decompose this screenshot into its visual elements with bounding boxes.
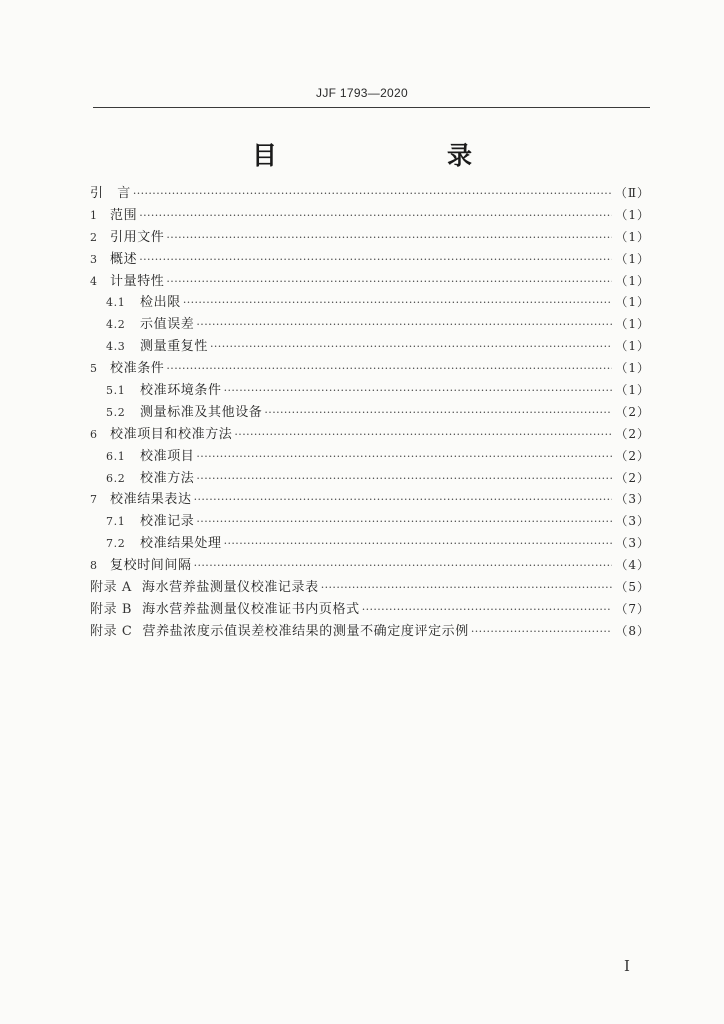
dot-leader [166, 271, 612, 293]
toc-entry-page: （3） [615, 536, 650, 551]
toc-entry-label: 校准结果处理 [140, 536, 222, 552]
dot-leader [224, 380, 613, 402]
dot-leader [139, 249, 612, 271]
dot-leader [166, 358, 612, 380]
toc-entry-page: （1） [615, 317, 650, 332]
toc-entry-heading [90, 205, 137, 227]
toc-entry-label: 校准方法 [140, 470, 195, 486]
toc-entry-page: （1） [615, 251, 650, 266]
toc-entry[interactable] [90, 533, 650, 555]
toc-entry-page: （1） [615, 295, 650, 310]
table-of-contents [90, 183, 650, 643]
dot-leader [194, 489, 613, 511]
toc-entry-page: （2） [615, 470, 650, 485]
toc-entry[interactable] [90, 205, 650, 227]
toc-entry-heading [106, 468, 194, 490]
toc-entry-label: 校准结果表达 [110, 492, 192, 508]
toc-entry-page: （4） [615, 558, 650, 573]
toc-entry-heading [106, 336, 208, 358]
dot-leader [196, 314, 612, 336]
standard-code-header: JJF 1793—2020 [316, 86, 408, 100]
dot-leader [166, 227, 612, 249]
dot-leader [321, 577, 613, 599]
toc-entry-heading [90, 489, 192, 511]
toc-entry-heading [106, 314, 194, 336]
toc-entry-number: 8 [90, 559, 98, 573]
toc-entry-label: 示值误差 [140, 317, 195, 333]
toc-entry-page: （1） [615, 339, 650, 354]
toc-entry[interactable] [90, 380, 650, 402]
toc-entry-number: 4.1 [106, 296, 126, 310]
toc-entry-label: 范围 [110, 207, 138, 223]
dot-leader [196, 511, 612, 533]
toc-entry-page: （3） [615, 514, 650, 529]
toc-entry-label: 校准项目 [140, 448, 195, 464]
toc-entry[interactable] [90, 555, 650, 577]
toc-entry-number: 3 [90, 252, 98, 266]
toc-entry-label: 测量标准及其他设备 [140, 404, 263, 420]
toc-entry[interactable] [90, 577, 650, 599]
toc-entry-heading [106, 533, 222, 555]
dot-leader [264, 402, 612, 424]
toc-entry-label: 校准项目和校准方法 [110, 426, 233, 442]
toc-entry[interactable] [90, 227, 650, 249]
toc-entry-number: 5 [90, 362, 98, 376]
toc-entry-number: 2 [90, 230, 98, 244]
dot-leader [194, 555, 613, 577]
page-number: Ⅰ [624, 957, 630, 975]
toc-entry-page: （2） [615, 426, 650, 441]
toc-entry-number: 4.2 [106, 318, 126, 332]
toc-entry-number: 6.1 [106, 449, 126, 463]
toc-entry-number: 6 [90, 427, 98, 441]
toc-entry-number: 1 [90, 208, 98, 222]
dot-leader [224, 533, 613, 555]
dot-leader [139, 205, 612, 227]
toc-entry-page: （3） [615, 492, 650, 507]
toc-entry-label: 检出限 [140, 295, 181, 311]
toc-entry-heading [90, 621, 469, 643]
toc-entry-page: （7） [615, 601, 650, 616]
toc-entry-heading [90, 599, 360, 621]
dot-leader [362, 599, 613, 621]
toc-entry[interactable] [90, 402, 650, 424]
toc-title: 目 录 [251, 141, 512, 170]
toc-entry-heading [106, 292, 181, 314]
toc-entry-page: （Ⅱ） [614, 186, 650, 200]
toc-entry-label: 测量重复性 [140, 339, 209, 355]
toc-entry-heading [106, 446, 194, 468]
toc-entry[interactable] [90, 468, 650, 490]
toc-entry[interactable] [90, 599, 650, 621]
toc-entry-heading [90, 227, 164, 249]
toc-entry-number: 附录 C [90, 623, 133, 639]
toc-entry-heading [90, 249, 137, 271]
toc-entry[interactable] [90, 621, 650, 643]
dot-leader [133, 183, 612, 205]
dot-leader [471, 621, 612, 643]
dot-leader [183, 292, 613, 314]
toc-entry[interactable] [90, 249, 650, 271]
toc-entry-page: （1） [615, 207, 650, 222]
toc-entry-number: 5.2 [106, 405, 126, 419]
toc-entry-label: 校准记录 [140, 514, 195, 530]
toc-entry-page: （2） [615, 448, 650, 463]
toc-entry[interactable] [90, 271, 650, 293]
toc-entry[interactable] [90, 292, 650, 314]
toc-entry-page: （1） [615, 273, 650, 288]
toc-entry-heading [90, 271, 164, 293]
toc-entry-page: （2） [615, 404, 650, 419]
toc-entry-page: （1） [615, 383, 650, 398]
toc-entry-number: 7 [90, 493, 98, 507]
toc-entry-label: 校准条件 [110, 361, 165, 377]
header-divider [93, 107, 650, 108]
dot-leader [234, 424, 612, 446]
dot-leader [196, 468, 612, 490]
toc-entry[interactable] [90, 358, 650, 380]
toc-entry-number: 附录 B [90, 601, 133, 617]
toc-entry[interactable] [90, 424, 650, 446]
toc-entry[interactable] [90, 336, 650, 358]
toc-entry[interactable] [90, 511, 650, 533]
toc-entry-page: （5） [615, 580, 650, 595]
toc-entry-number: 4.3 [106, 340, 126, 354]
toc-entry-label: 引 言 [90, 186, 131, 201]
toc-entry-heading [106, 511, 194, 533]
toc-entry-heading [90, 577, 319, 599]
toc-entry-label: 营养盐浓度示值误差校准结果的测量不确定度评定示例 [142, 623, 469, 639]
toc-entry-number: 7.1 [106, 515, 126, 529]
toc-entry-number: 7.2 [106, 537, 126, 551]
toc-entry-number: 6.2 [106, 471, 126, 485]
toc-entry[interactable] [90, 446, 650, 468]
toc-entry-label: 海水营养盐测量仪校准记录表 [141, 580, 319, 596]
toc-entry-label: 海水营养盐测量仪校准证书内页格式 [142, 601, 360, 617]
toc-entry-number: 4 [90, 274, 98, 288]
dot-leader [210, 336, 612, 358]
toc-entry[interactable] [90, 183, 650, 205]
toc-entry-label: 复校时间间隔 [110, 558, 192, 574]
toc-entry-heading [106, 402, 262, 424]
toc-entry-label: 引用文件 [110, 229, 165, 245]
toc-entry-heading [106, 380, 222, 402]
toc-entry-heading [90, 555, 192, 577]
toc-entry-page: （8） [615, 623, 650, 638]
toc-entry-heading [90, 424, 232, 446]
toc-entry[interactable] [90, 314, 650, 336]
toc-entry-number: 附录 A [90, 580, 132, 596]
dot-leader [196, 446, 612, 468]
toc-entry-label: 校准环境条件 [140, 383, 222, 399]
toc-entry-page: （1） [615, 229, 650, 244]
toc-entry-page: （1） [615, 361, 650, 376]
toc-entry-heading [90, 358, 164, 380]
toc-entry-number: 5.1 [106, 384, 126, 398]
toc-entry-label: 计量特性 [110, 273, 165, 289]
toc-entry-heading [90, 183, 131, 205]
toc-entry[interactable] [90, 489, 650, 511]
toc-entry-label: 概述 [110, 251, 138, 267]
